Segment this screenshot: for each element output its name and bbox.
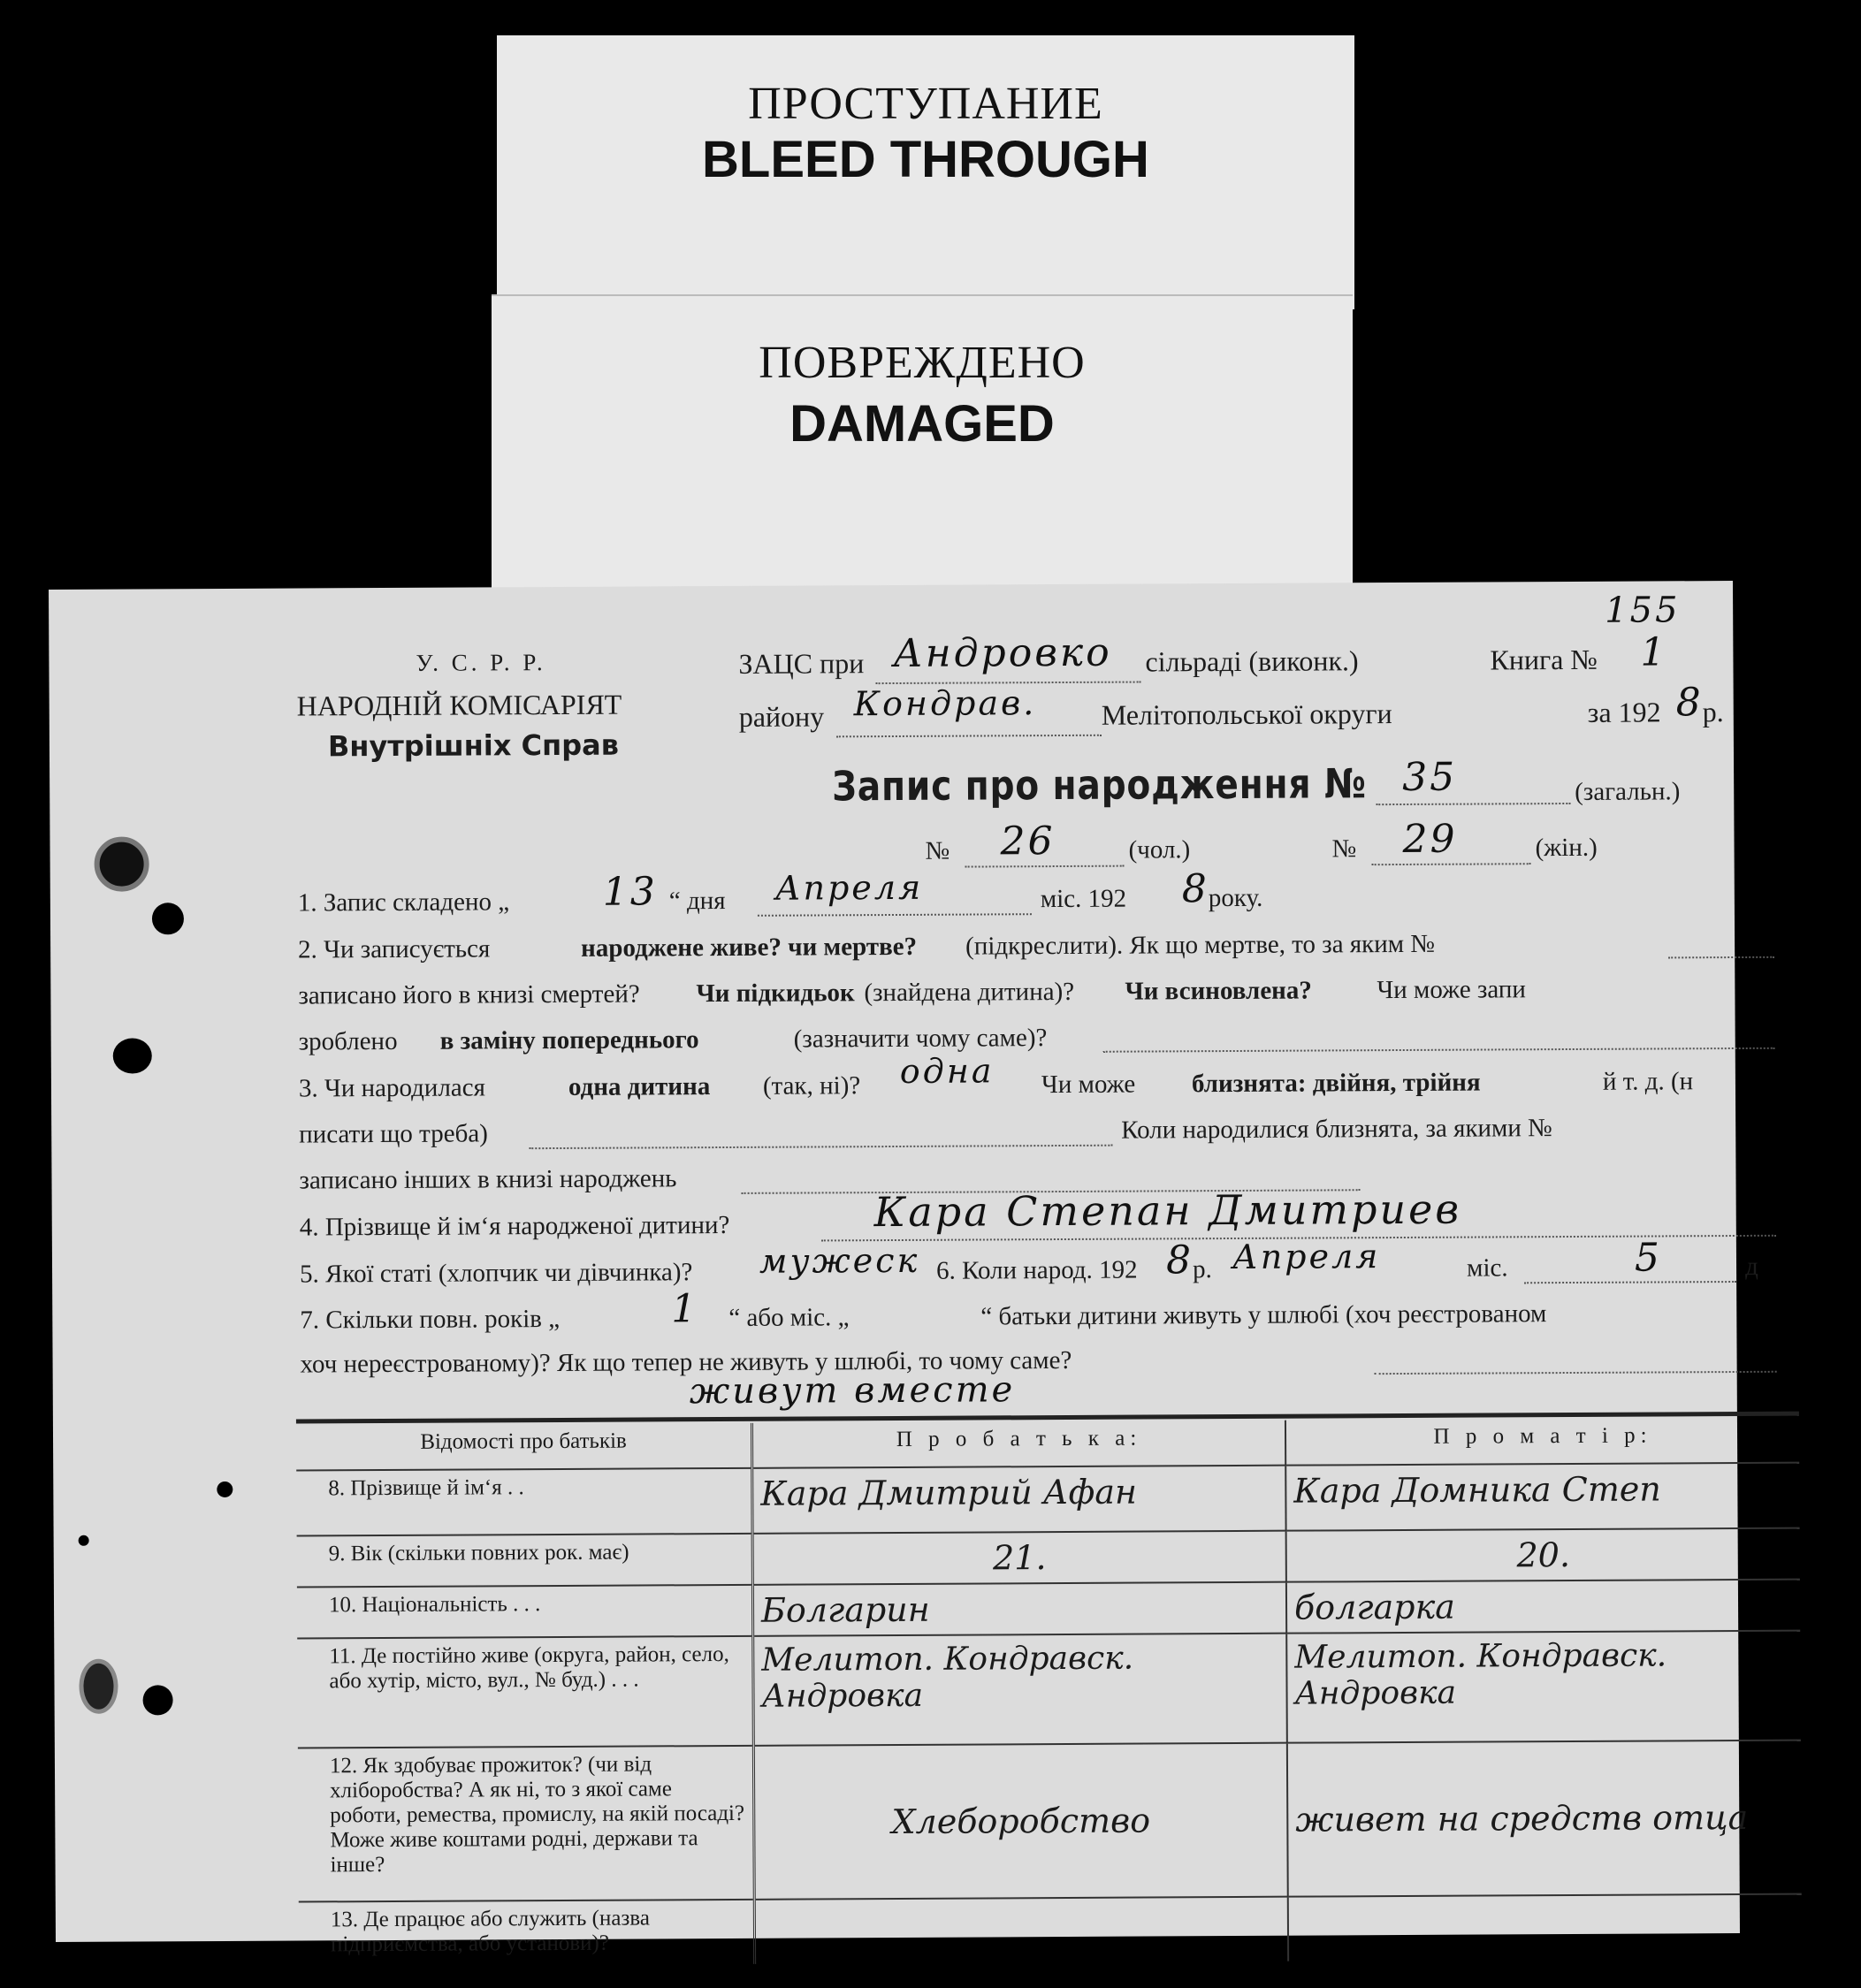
item3-yes-no: (так, ні)? [762,1071,861,1101]
item3-single: одна дитина [568,1072,711,1101]
child-sex-handwritten: мужеск [759,1240,920,1281]
mother-age-handwritten: 20. [1286,1528,1800,1582]
damage-hole [217,1481,233,1497]
item3-twins: близнята: двійня, трійня [1191,1068,1481,1099]
damaged-label-en: DAMAGED [789,395,1055,453]
item3-others: записано інших в книзі народжень [299,1164,677,1195]
mother-nationality-handwritten: болгарка [1286,1580,1800,1634]
item1-year-label: року. [1208,883,1263,913]
commissariat-label: НАРОДНІЙ КОМІСАРІЯТ [296,688,622,722]
child-name-handwritten: Кара Степан Дмитриев [873,1184,1462,1237]
bleed-through-label-ru: ПРОСТУПАНИЕ [748,79,1103,129]
ussr-label: У. С. Р. Р. [416,649,546,676]
female-number-handwritten: 29 [1402,816,1458,862]
birth-record-sheet [49,581,1758,1957]
birth-year-handwritten: 8 [1165,1238,1194,1283]
damage-hole [94,836,149,891]
item2-stillborn-question: (підкреслити). Як що мертве, то за яким № [965,929,1436,961]
marriage-years-handwritten: 1 [671,1286,699,1332]
book-number-handwritten: 1 [1640,629,1668,675]
silradi-label: сільраді (виконк.) [1145,644,1359,678]
item2-replacement: в заміну попереднього [439,1025,699,1055]
record-month-handwritten: Апреля [774,867,924,908]
table-row [297,1631,1801,1748]
row-label: 10. Національність . . . [297,1585,753,1639]
item3-twins-when: Коли народилися близнята, за якими № [1121,1114,1552,1145]
item7-label: 7. Скільки повн. років „ [300,1304,561,1335]
item2-label: 2. Чи записується [298,934,491,964]
marriage-answer-handwritten: живут вместе [689,1369,1016,1413]
table-row [298,1740,1802,1902]
raion-handwritten: Кондрав. [853,683,1037,724]
item6-day-label: д [1744,1252,1758,1281]
item2-adopted: Чи всиновлена? [1125,976,1312,1006]
raion-label: району [738,700,825,733]
item5-label: 5. Якої статі (хлопчик чи дівчинка)? [299,1258,693,1289]
male-label: (чол.) [1128,835,1191,865]
item7-months-label: “ або міс. „ [728,1303,850,1332]
mother-occupation-handwritten: живет на средств отца [1287,1740,1802,1897]
item6-label: 6. Коли народ. 192 [935,1255,1138,1285]
bleed-through-label-en: BLEED THROUGH [702,131,1149,188]
item2-foundling-note: (знайдена дитина)? [864,977,1075,1008]
okruga-label: Мелітопольської округи [1101,697,1392,731]
father-name-handwritten: Кара Дмитрий Афан [752,1466,1286,1534]
year-suffix: р. [1702,696,1724,728]
damaged-label-ru: ПОВРЕЖДЕНО [759,338,1086,388]
mother-residence-handwritten: Мелитоп. Кондравск. Андровка [1286,1631,1801,1743]
item1-label: 1. Запис складено „ [297,887,510,918]
item3-label: 3. Чи народилася [298,1073,486,1103]
father-nationality-handwritten: Болгарин [752,1582,1286,1636]
year-label: за 192 [1587,696,1661,728]
page-number-handwritten: 155 [1605,590,1681,631]
row-label: 12. Як здобуває прожиток? (чи від хліборобства? А як ні, то з якої саме роботи, ремества, промислу, на якій посаді? Може живе коштами родні, держави та інше? [298,1746,754,1902]
table-row [296,1463,1799,1536]
row-label: 11. Де постійно живе (округа, район, село, або хутір, місто, вул., № буд.) . . . [297,1636,753,1748]
father-age-handwritten: 21. [752,1531,1286,1585]
book-label: Книга № [1490,643,1598,676]
female-label: (жін.) [1535,833,1598,863]
damage-hole [79,1659,118,1714]
item7-unregistered: хоч нереєстрованому)? Як що тепер не живуть у шлюбі, то чому саме? [300,1345,1072,1379]
row-label: 13. Де працює або служить (назва підприємства, або установи)? [299,1900,755,1967]
record-day-handwritten: 13 [602,869,658,915]
column-header: Відомості про батьків [296,1423,752,1471]
mother-name-handwritten: Кара Домника Степ [1285,1463,1799,1531]
general-label: (загальн.) [1575,777,1681,806]
row-label: 9. Вік (скільки повних рок. має) [297,1534,753,1588]
internal-affairs-label: Внутрішніх Справ [327,727,619,764]
item2-foundling: Чи підкидьок [696,979,855,1009]
item2-death-book: записано його в книзі смертей? [298,979,640,1010]
item6-month-label: міс. [1466,1253,1508,1283]
item1-month-label: міс. 192 [1040,884,1127,914]
item7-marriage-question: “ батьки дитини живуть у шлюбі (хоч реєстрованом [980,1299,1547,1331]
zags-label: ЗАЦС при [738,647,865,680]
father-workplace [754,1897,1288,1964]
record-year-handwritten: 8 [1181,866,1209,912]
item3-twins-question: Чи може [1041,1070,1136,1100]
damage-hole [152,903,184,934]
item2-replacement-question: Чи може запи [1377,975,1526,1005]
single-child-handwritten: одна [899,1051,995,1091]
birth-day-handwritten: 5 [1634,1235,1663,1281]
item6-year-suffix: р. [1192,1255,1212,1284]
father-occupation-handwritten: Хлеборобство [753,1743,1287,1900]
mother-workplace [1288,1894,1802,1961]
item2-reason: (зазначити чому саме)? [793,1024,1048,1054]
bleed-through-card [497,35,1354,309]
parents-table [296,1418,1802,1967]
table-row [299,1894,1802,1967]
item3-write: писати що треба) [299,1119,488,1149]
male-number-sign: № [925,836,950,865]
damaged-card [492,294,1353,614]
damage-hole [142,1685,172,1715]
item2-alive-dead: народжене живе? чи мертве? [581,932,918,963]
damage-hole [113,1038,152,1073]
item3-etc: й т. д. (н [1602,1067,1694,1096]
village-handwritten: Андровко [893,629,1112,676]
record-number-handwritten: 35 [1402,754,1458,800]
father-residence-handwritten: Мелитоп. Кондравск. Андровка [753,1634,1287,1746]
item2-made: зроблено [298,1026,398,1056]
column-header: П р о б а т ь к а: [751,1421,1285,1468]
column-header: П р о м а т і р: [1285,1418,1799,1466]
table-row [297,1580,1800,1639]
damage-hole [79,1535,89,1546]
table-row [297,1528,1800,1588]
row-label: 8. Прізвище й ім‘я . . [296,1468,752,1536]
year-handwritten: 8 [1675,680,1704,726]
item1-day-label: “ дня [668,886,726,916]
table-header-row [296,1418,1799,1471]
female-number-sign: № [1331,834,1357,864]
item4-label: 4. Прізвище й ім‘я народженої дитини? [299,1210,730,1242]
record-title: Запис про народження № [832,759,1367,811]
male-number-handwritten: 26 [1000,819,1056,865]
birth-month-handwritten: Апреля [1232,1237,1381,1276]
